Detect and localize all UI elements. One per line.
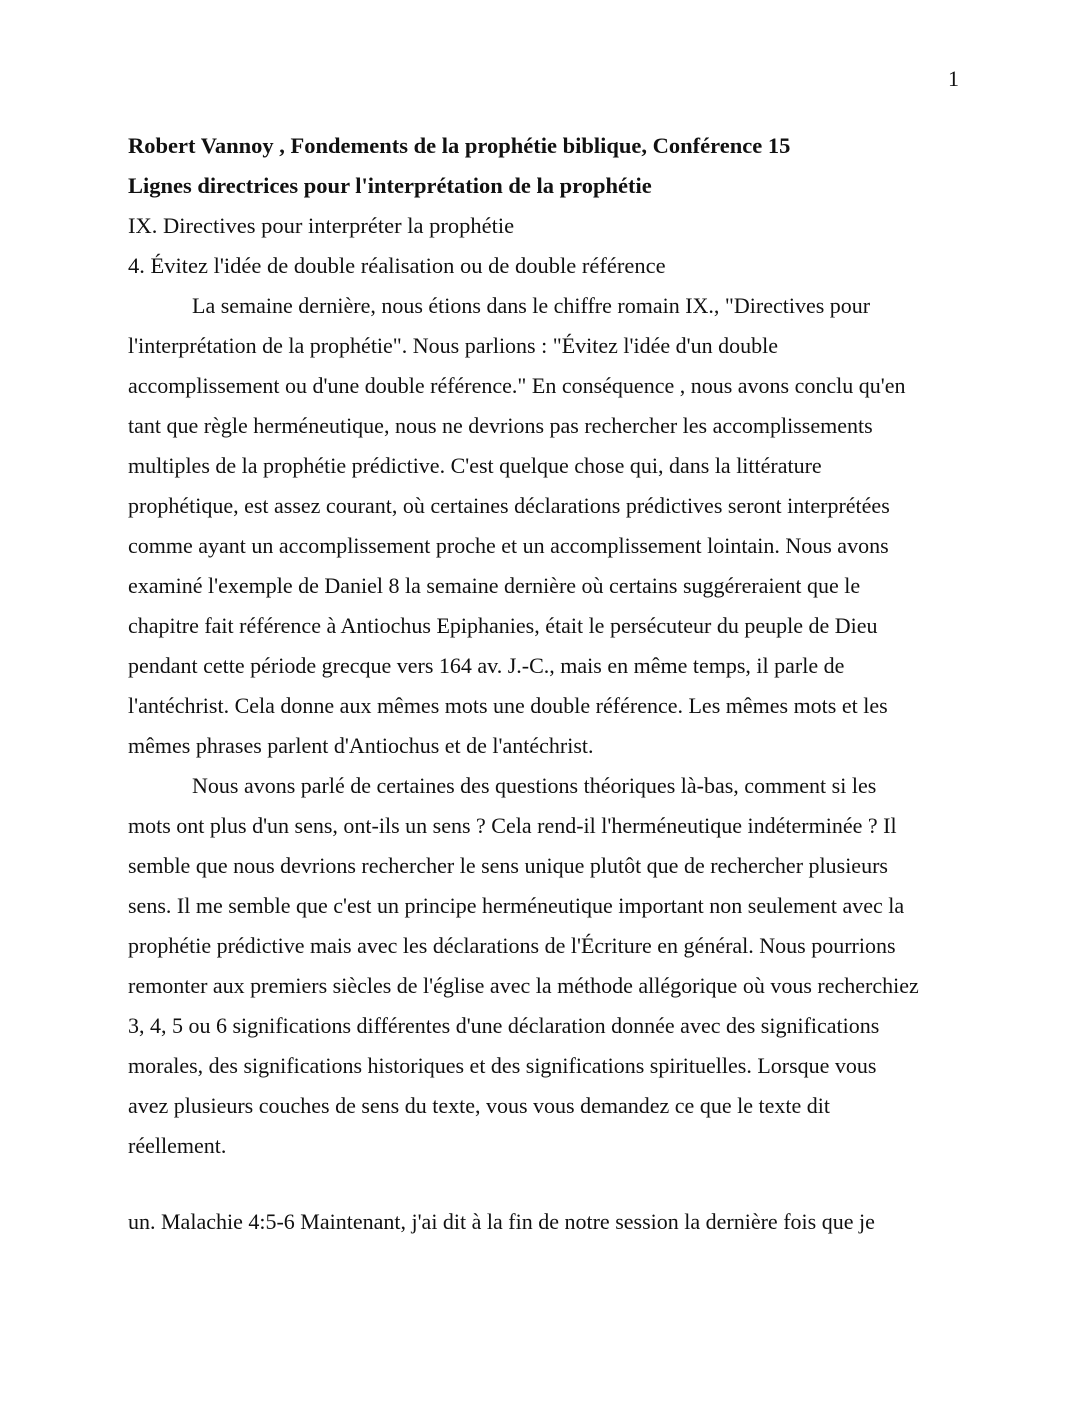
paragraph-line: prophétie prédictive mais avec les déclarations de l'Écriture en général. Nous pourrions	[128, 933, 896, 958]
paragraph-line: Nous avons parlé de certaines des questions théoriques là-bas, comment si les	[192, 773, 877, 798]
paragraph-line: l'interprétation de la prophétie". Nous parlions : "Évitez l'idée d'un double	[128, 333, 778, 358]
section-heading: IX. Directives pour interpréter la prophétie	[128, 213, 515, 238]
document-body	[128, 126, 968, 1242]
paragraph-line: l'antéchrist. Cela donne aux mêmes mots une double référence. Les mêmes mots et les	[128, 693, 888, 718]
paragraph-line: avez plusieurs couches de sens du texte, vous vous demandez ce que le texte dit	[128, 1093, 830, 1118]
lecture-title: Robert Vannoy , Fondements de la prophétie biblique, Conférence 15	[128, 133, 791, 158]
paragraph-line: 3, 4, 5 ou 6 significations différentes d'une déclaration donnée avec des significations	[128, 1013, 880, 1038]
paragraph-line: comme ayant un accomplissement proche et un accomplissement lointain. Nous avons	[128, 533, 889, 558]
paragraph-line: prophétique, est assez courant, où certaines déclarations prédictives seront interprétées	[128, 493, 890, 518]
paragraph-line: mots ont plus d'un sens, ont-ils un sens ? Cela rend-il l'herméneutique indéterminée ? Il	[128, 813, 897, 838]
paragraph-line: La semaine dernière, nous étions dans le chiffre romain IX., "Directives pour	[192, 293, 871, 318]
subsection-heading: 4. Évitez l'idée de double réalisation ou de double référence	[128, 253, 666, 278]
paragraph-line: multiples de la prophétie prédictive. C'est quelque chose qui, dans la littérature	[128, 453, 822, 478]
paragraph-line: semble que nous devrions rechercher le sens unique plutôt que de rechercher plusieurs	[128, 853, 888, 878]
paragraph-line: examiné l'exemple de Daniel 8 la semaine dernière où certains suggéreraient que le	[128, 573, 861, 598]
paragraph-line: mêmes phrases parlent d'Antiochus et de l'antéchrist.	[128, 733, 594, 758]
paragraph-line: réellement.	[128, 1133, 227, 1158]
paragraph-line: sens. Il me semble que c'est un principe herméneutique important non seulement avec la	[128, 893, 905, 918]
paragraph-line: tant que règle herméneutique, nous ne devrions pas rechercher les accomplissements	[128, 413, 873, 438]
paragraph-line: accomplissement ou d'une double référence." En conséquence , nous avons conclu qu'en	[128, 373, 906, 398]
lecture-subtitle: Lignes directrices pour l'interprétation de la prophétie	[128, 173, 652, 198]
page-number: 1	[948, 66, 959, 91]
paragraph-line: remonter aux premiers siècles de l'église avec la méthode allégorique où vous recherchiez	[128, 973, 919, 998]
paragraph-2	[128, 766, 968, 1166]
paragraph-line: chapitre fait référence à Antiochus Epiphanies, était le persécuteur du peuple de Dieu	[128, 613, 878, 638]
paragraph-line: pendant cette période grecque vers 164 av. J.-C., mais en même temps, il parle de	[128, 653, 845, 678]
paragraph-1	[128, 286, 968, 766]
paragraph-line: morales, des significations historiques et des significations spirituelles. Lorsque vous	[128, 1053, 877, 1078]
subsection-a-line: un. Malachie 4:5-6 Maintenant, j'ai dit à la fin de notre session la dernière fois que je	[128, 1209, 875, 1234]
